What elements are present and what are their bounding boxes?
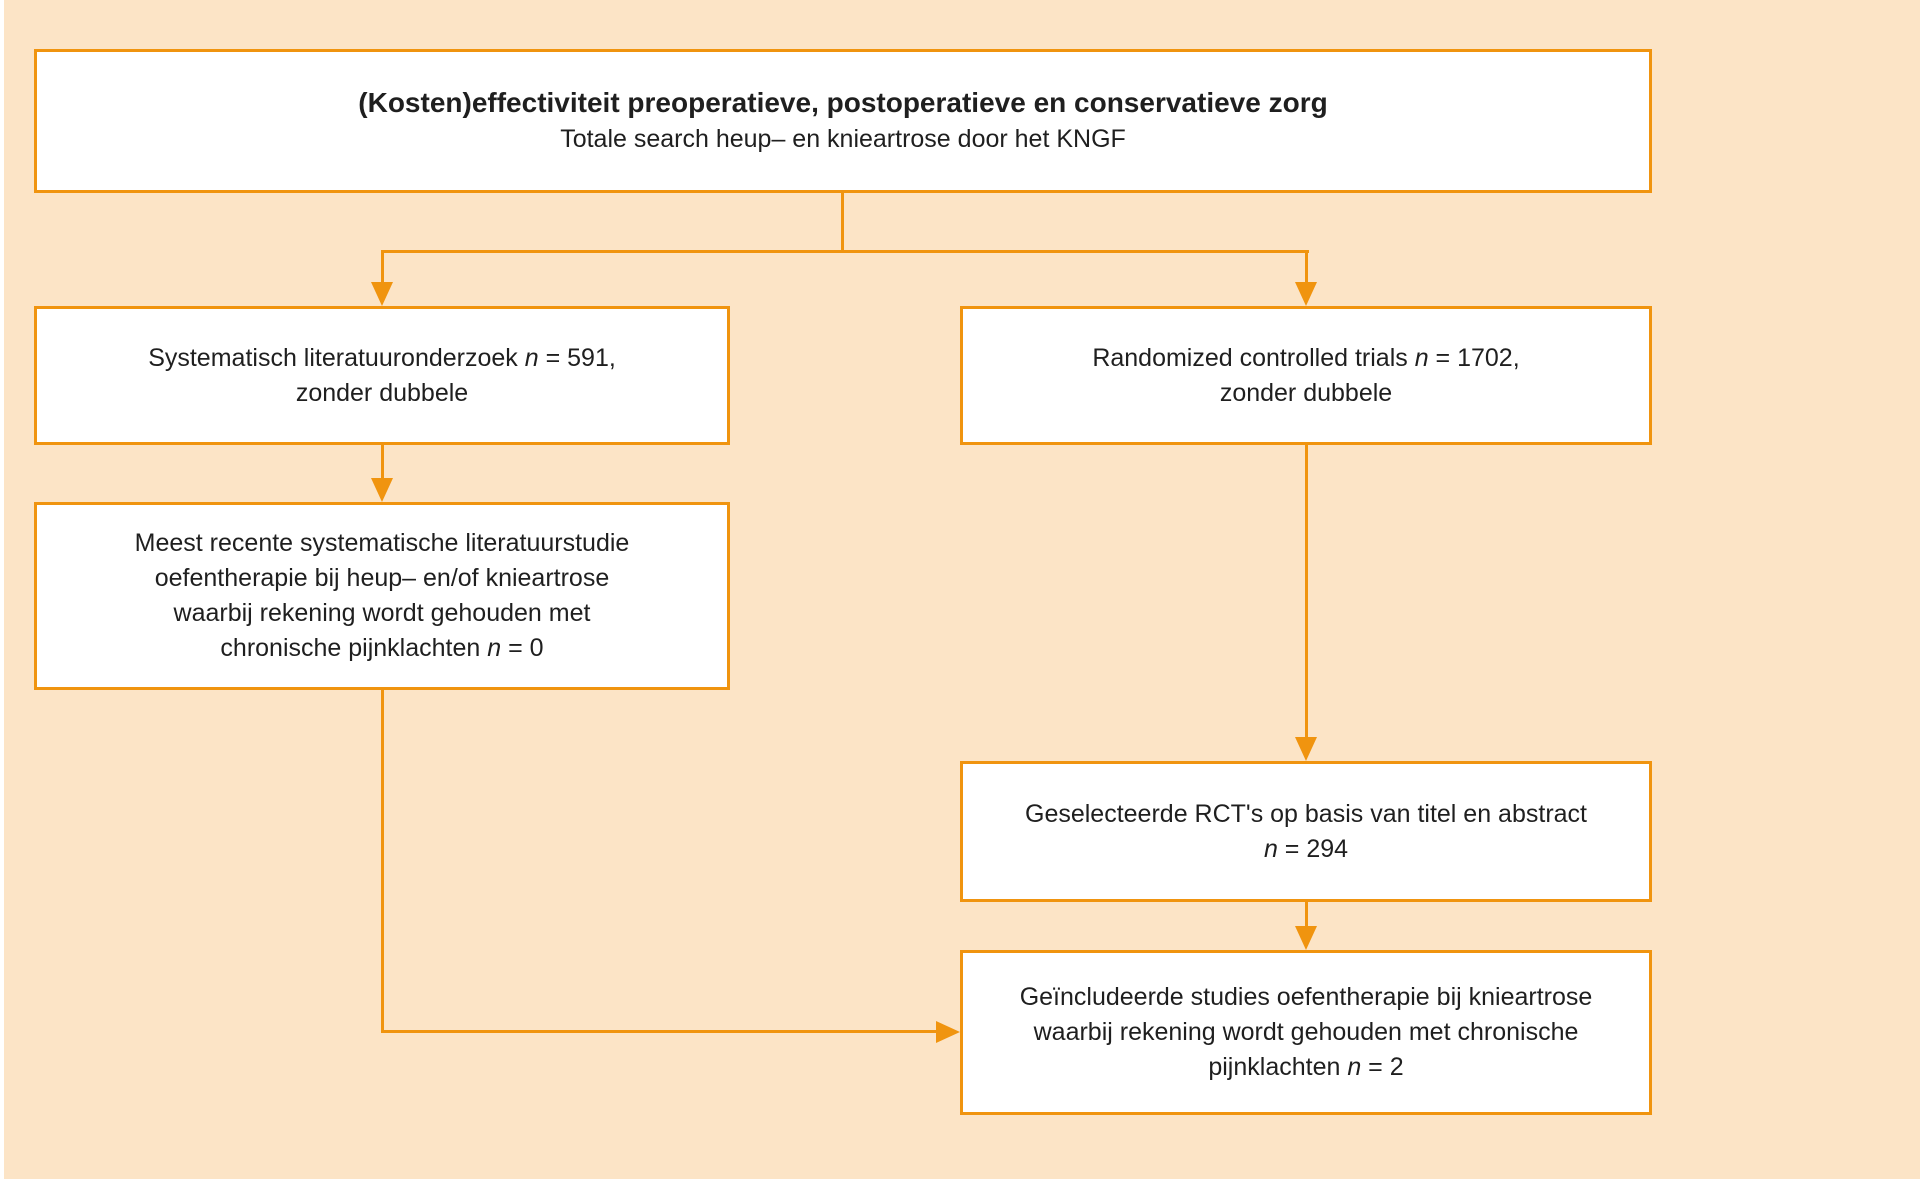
flow-line-left-down	[381, 445, 384, 481]
text-line: n = 294	[1263, 834, 1349, 863]
box-rct	[960, 306, 1652, 445]
arrow-down-icon	[1295, 737, 1317, 761]
text-line: Geselecteerde RCT's op basis van titel en abstract	[1025, 799, 1587, 828]
flow-line-branch-right-down	[1305, 250, 1308, 286]
title-box	[34, 49, 1652, 193]
box-selected-rcts	[960, 761, 1652, 902]
text-line: zonder dubbele	[1219, 378, 1393, 407]
title-line: (Kosten)effectiviteit preoperatieve, postoperatieve en conservatieve zorg	[358, 87, 1328, 118]
text-line: Randomized controlled trials n = 1702,	[1092, 343, 1520, 372]
box-included-studies	[960, 950, 1652, 1115]
flow-line-branch-horizontal	[381, 250, 1309, 253]
text-line: Systematisch literatuuronderzoek n = 591,	[148, 343, 616, 372]
text-line: zonder dubbele	[295, 378, 469, 407]
flow-line-elbow-vertical	[381, 690, 384, 1033]
text-line: oefentherapie bij heup– en/of knieartrose	[154, 564, 610, 592]
subtitle-line: Totale search heup– en knieartrose door het KNGF	[560, 125, 1126, 153]
flow-line-selected-down	[1305, 902, 1308, 928]
arrow-down-icon	[371, 478, 393, 502]
flow-line-title-down	[841, 192, 844, 253]
arrow-right-icon	[936, 1021, 960, 1043]
text-line: Meest recente systematische literatuurstudie	[134, 529, 630, 557]
flow-line-branch-left-down	[381, 250, 384, 286]
arrow-down-icon	[371, 282, 393, 306]
flow-line-rct-down	[1305, 445, 1308, 737]
flow-line-elbow-horizontal	[381, 1030, 938, 1033]
text-line: waarbij rekening wordt gehouden met	[173, 599, 591, 627]
box-recent-systematic-study	[34, 502, 730, 690]
text-line: Geïncludeerde studies oefentherapie bij knieartrose	[1019, 983, 1593, 1011]
text-line: pijnklachten n = 2	[1208, 1053, 1404, 1081]
arrow-down-icon	[1295, 926, 1317, 950]
arrow-down-icon	[1295, 282, 1317, 306]
box-systematic-review	[34, 306, 730, 445]
text-line: chronische pijnklachten n = 0	[220, 634, 544, 662]
text-line: waarbij rekening wordt gehouden met chronische	[1033, 1018, 1579, 1046]
